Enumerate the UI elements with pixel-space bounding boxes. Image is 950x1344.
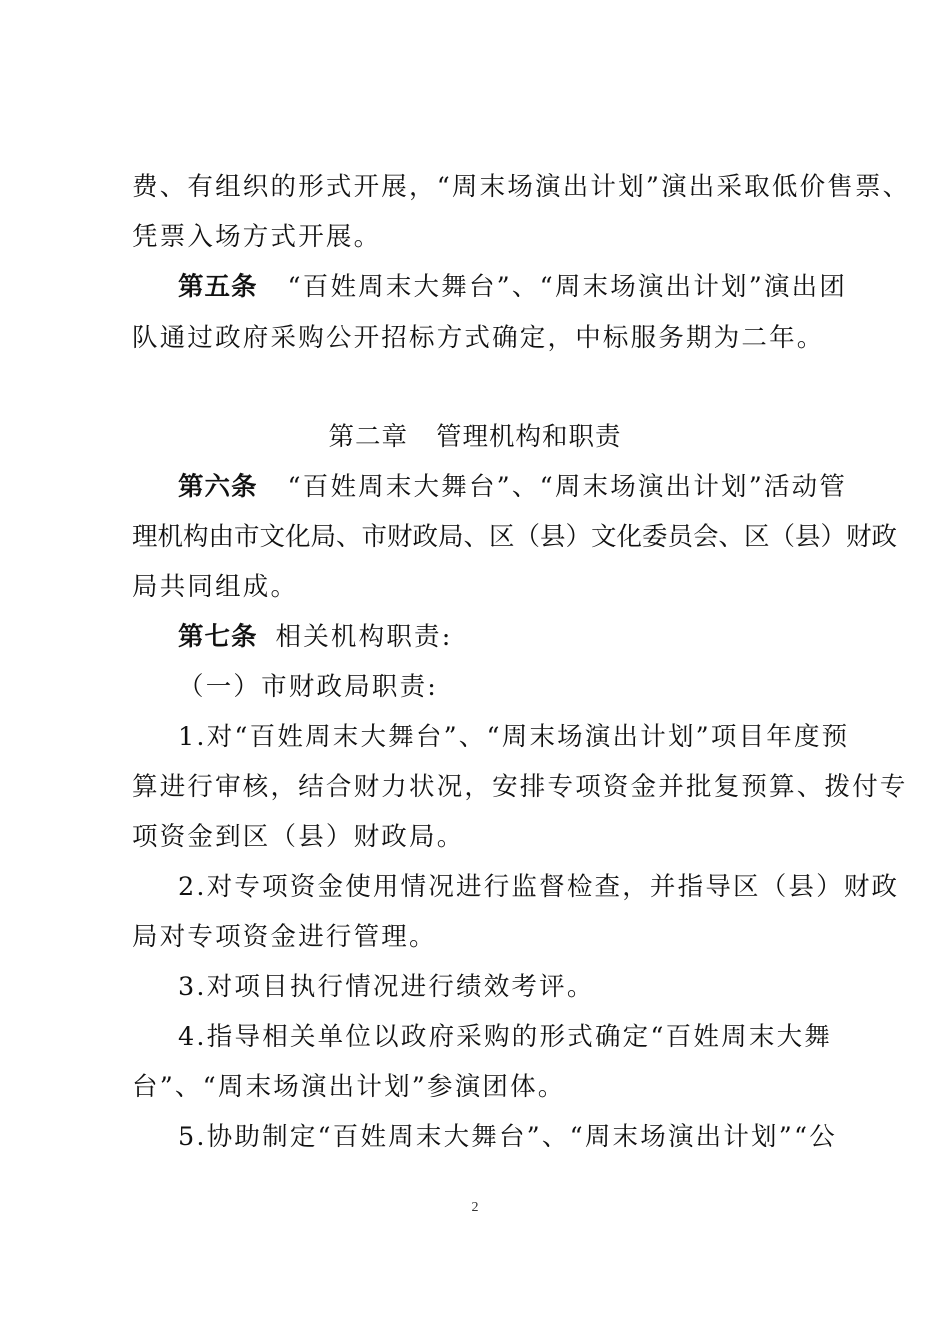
article-5-label: 第五条	[178, 272, 258, 302]
paragraph-line: 台”、“周末场演出计划”参演团体。	[132, 1072, 566, 1102]
list-item: 4.指导相关单位以政府采购的形式确定“百姓周末大舞	[178, 1022, 832, 1052]
section-title: （一）市财政局职责:	[178, 672, 439, 702]
paragraph-line: 队通过政府采购公开招标方式确定，中标服务期为二年。	[132, 323, 825, 353]
chapter-heading	[0, 422, 950, 452]
chapter-title: 管理机构和职责	[436, 422, 622, 452]
article-7-label: 第七条	[178, 622, 258, 652]
paragraph-line: 局对专项资金进行管理。	[132, 922, 437, 952]
article-6-text: “百姓周末大舞台”、“周末场演出计划”活动管	[287, 472, 848, 502]
page-number: 2	[471, 1200, 479, 1215]
article-5-text: “百姓周末大舞台”、“周末场演出计划”演出团	[287, 272, 848, 302]
paragraph-line: 凭票入场方式开展。	[132, 222, 382, 252]
article-6-label: 第六条	[178, 472, 258, 502]
paragraph-line: 算进行审核，结合财力状况，安排专项资金并批复预算、拨付专	[132, 772, 908, 802]
list-item: 5.协助制定“百姓周末大舞台”、“周末场演出计划”“公	[178, 1122, 837, 1152]
article-7-line	[178, 622, 832, 652]
paragraph-line: 理机构由市文化局、市财政局、区（县）文化委员会、区（县）财政	[132, 522, 898, 552]
article-7-text: 相关机构职责:	[275, 622, 453, 652]
paragraph-line: 费、有组织的形式开展，“周末场演出计划”演出采取低价售票、	[132, 172, 911, 202]
chapter-number: 第二章	[328, 422, 408, 452]
article-6-line	[178, 472, 848, 502]
list-item: 3.对项目执行情况进行绩效考评。	[178, 972, 595, 1002]
list-item: 1.对“百姓周末大舞台”、“周末场演出计划”项目年度预	[178, 722, 850, 752]
paragraph-line: 局共同组成。	[132, 572, 299, 602]
list-item: 2.对专项资金使用情况进行监督检查，并指导区（县）财政	[178, 872, 900, 902]
paragraph-line: 项资金到区（县）财政局。	[132, 822, 465, 852]
article-5-line	[178, 272, 848, 302]
